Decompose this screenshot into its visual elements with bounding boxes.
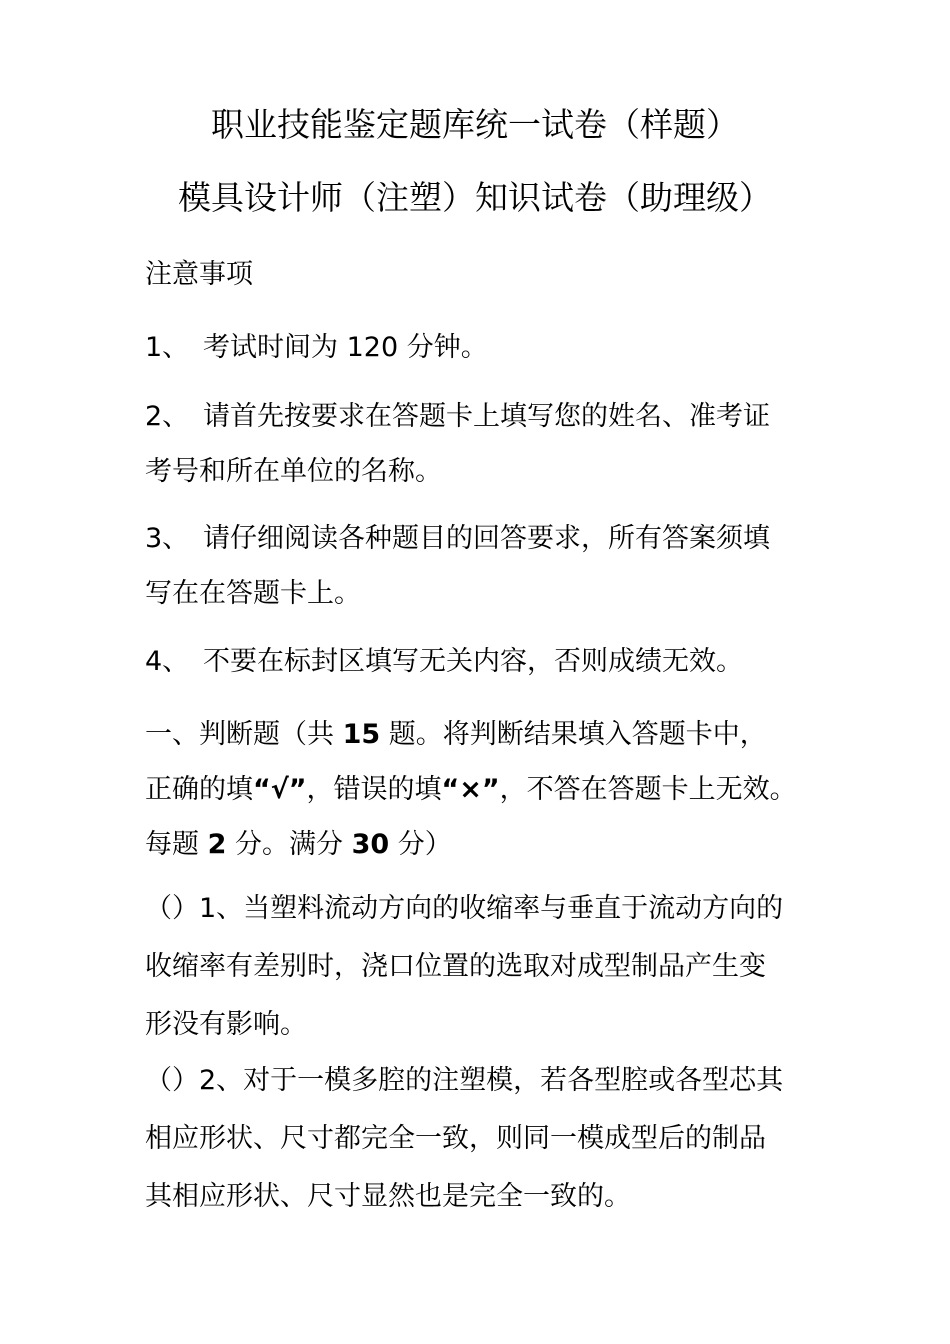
notice-item-number: 4、 [145,646,190,677]
notice-item-text: 写在在答题卡上。 [145,578,361,609]
total-points: 30 [351,829,390,860]
notice-item-number: 1、 [145,332,190,363]
question-line: （）1、当塑料流动方向的收缩率与垂直于流动方向的 [145,893,784,924]
exam-title: 职业技能鉴定题库统一试卷（样题） [211,105,739,144]
exam-subtitle: 模具设计师（注塑）知识试卷（助理级） [178,178,772,217]
notice-item-1 [145,319,825,377]
notice-item-3 [145,511,825,621]
wrong-mark: “×” [441,774,500,805]
question-line: 相应形状、尺寸都完全一致，则同一模成型后的制品 [145,1123,766,1154]
question-line: 其相应形状、尺寸显然也是完全一致的。 [145,1181,631,1212]
points-per-question: 2 [207,829,227,860]
question-line: （）2、对于一模多腔的注塑模，若各型腔或各型芯其 [145,1065,784,1096]
notice-item-2 [145,389,825,499]
notice-item-text: 考号和所在单位的名称。 [145,456,442,487]
notice-heading-block [145,246,825,304]
notice-item-text: 请首先按要求在答题卡上填写您的姓名、准考证 [203,401,770,432]
notice-item-number: 2、 [145,401,190,432]
question-1 [145,880,825,1054]
question-line: 收缩率有差别时，浇口位置的选取对成型制品产生变 [145,951,766,982]
correct-mark: “√” [253,774,307,805]
notice-item-text: 请仔细阅读各种题目的回答要求，所有答案须填 [203,523,770,554]
notice-heading: 注意事项 [145,259,253,290]
notice-item-4 [145,633,825,691]
question-line: 形没有影响。 [145,1009,307,1040]
section-instructions: 一、判断题（共 15 题。将判断结果填入答题卡中， 正确的填“√”，错误的填“×”，不答在答题卡上无效。 每题 2 分。满分 30 分） [145,719,797,860]
notice-item-text: 考试时间为 120 分钟。 [203,332,488,363]
notice-item-number: 3、 [145,523,190,554]
notice-item-text: 不要在标封区填写无关内容，否则成绩无效。 [203,646,743,677]
question-count: 15 [342,719,381,750]
question-2 [145,1052,825,1226]
